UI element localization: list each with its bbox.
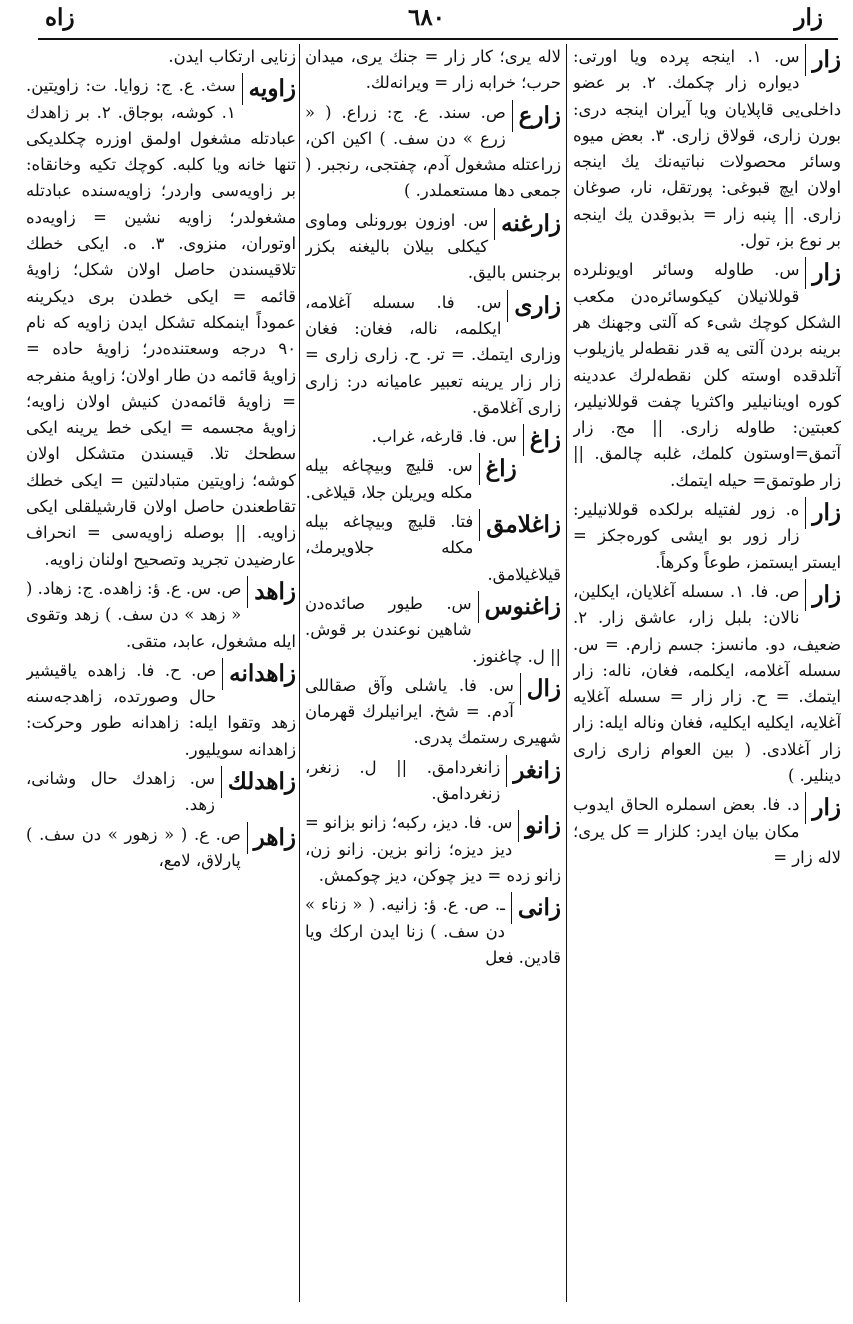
entry-definition: فتا. قلیچ وبیچاغه بیله مكله جلاویرمك، قیلاغیلامق. bbox=[305, 512, 561, 584]
entry-definition: س. طیور صائده‌دن شاهین نوعندن بر قوش. || ل. چاغنوز. bbox=[305, 593, 561, 666]
dictionary-entry bbox=[305, 509, 561, 588]
dictionary-entry bbox=[26, 73, 296, 573]
dictionary-entry bbox=[26, 576, 296, 655]
entry-headword: زاغنوس bbox=[478, 591, 561, 623]
entry-headword: زاهدلك bbox=[221, 766, 296, 798]
dictionary-entry bbox=[305, 424, 561, 454]
dictionary-entry bbox=[305, 44, 561, 97]
dictionary-entry bbox=[305, 591, 561, 670]
entry-headword: زانی bbox=[511, 892, 561, 924]
entry-headword: زار bbox=[805, 579, 841, 611]
dictionary-entry bbox=[305, 810, 561, 889]
entry-definition: س. اوزون بورونلی وماوی كیكلی بیلان بالیغنه بكزر برجنس بالیق. bbox=[305, 210, 561, 283]
entry-headword: زاهدانه bbox=[222, 658, 296, 690]
header-guide-word-right: زار bbox=[794, 4, 823, 31]
entry-definition: س. زاهدك حال وشانی، زهد. bbox=[26, 769, 215, 815]
dictionary-entry bbox=[305, 673, 561, 752]
entry-definition: س. فا. یاشلی وآق صقاللی آدم. = شخ. ایرانیلرك قهرمان شهیری رستمك پدری. bbox=[305, 675, 561, 748]
page-number: ٦٨٠ bbox=[407, 4, 446, 31]
entry-definition: زانغردامق. || ل. زنغر، زنغردامق. bbox=[305, 757, 501, 804]
entry-definition: س. ١. اینجه پرده ویا اورتی: دیواره زار چکمك. ٢. بر عضو داخلی‌یی قاپلایان ویا آیران اینجه دری: بورن زاری، قولاق زاری. ٣. بعض میوه وسائر محصولات نباتیه‌نك یك اینجه اولان ایچ قبوغی: پورتقل، نار، صوغان زاری. || پنبه زار = بذبوقدن یك اینجه بر نوع بز، تول. bbox=[573, 47, 841, 251]
entry-headword: زاهر bbox=[247, 822, 296, 854]
dictionary-entry bbox=[305, 892, 561, 971]
dictionary-entry bbox=[573, 257, 841, 494]
entry-definition: ص. فا. ١. سسله آغلایان، ایكلین، نالان: بلبل زار، عاشق زار. ٢. ضعیف، دو. مانسز: جسم زارم. = س. سسله آغلامه، ایكلمه، فغان، ناله: زار ایتمك. = ح. زار زار = سسله آغلایه آغلایه، ایكلیه ایكلیه، فغان وناله ایله: زار زار آغلادی. ( بین العوام زاری زاری دینلیر. ) bbox=[573, 581, 841, 786]
dictionary-entry bbox=[573, 579, 841, 789]
dictionary-entry bbox=[305, 100, 561, 205]
column-divider bbox=[566, 44, 567, 1302]
column-middle bbox=[305, 44, 561, 1304]
entry-definition: ه. زور لفتیله برلكده قوللانیلیر: زار زور بو ایشی كوره‌جكز = ایستر ایستمز، طوعاً وكرهاً. bbox=[573, 500, 841, 572]
entry-headword: زاری bbox=[507, 290, 561, 322]
entry-definition: س. طاوله وسائر اویونلرده قوللانیلان كیكوسائره‌دن مكعب الشكل كوچك شیء كه آلتی وجهنك هر برینه بردن آلتی یه قدر نقطه‌لر یازیلوب آتلدقده اوسته كلن نقطه‌لرك عددینه كوره اوینانیلیر واكثریا چفت قوللانیلیر، كعبتین: طاوله زاری. || مج. زار آتمق=اوستون كلمك، غلبه چالمق. || زار طوتمق= حیله ایتمك. bbox=[573, 260, 841, 490]
entry-headword: زانغر bbox=[506, 755, 561, 787]
entry-definition: س. قلیچ وبیچاغه بیله مكله ویریلن جلا، قیلاغی. bbox=[305, 456, 473, 502]
column-left bbox=[26, 44, 296, 1304]
dictionary-entry bbox=[305, 290, 561, 421]
entry-headword: زاویه bbox=[242, 73, 296, 105]
dictionary-entry bbox=[305, 453, 561, 506]
header-rule bbox=[38, 38, 838, 40]
entry-definition: زنایی ارتكاب ایدن. bbox=[168, 47, 296, 66]
entry-headword: زاغ bbox=[523, 424, 561, 456]
dictionary-entry bbox=[26, 766, 296, 819]
entry-headword: زال bbox=[520, 673, 561, 705]
entry-definition: سث. ع. ج: زوایا. ت: زاویتین. ١. كوشه، بوجاق. ٢. بر زاهدك عبادتله مشغول اولمق اوزره چكلدیكی تنها خانه ویا كلبه. كوچك تكیه وخانقاه: بر زاویه‌سی واردر؛ زاویه‌سنده عبادتله مشغولدر؛ زاویه نشین = زاویه‌ده اوتوران، منزوی. ٣. ه. ایكی خطك تلاقیسندن حاصل اولان شكل؛ زاویهٔ قائمه = ایكی خطدن بری دیكرینه عموداً اینمكله تشكل ایدن زاویه كه نام ٩٠ درجه وسعتنده‌در؛ زاویهٔ حاده = زاویهٔ قائمه دن طار اولان؛ زاویهٔ منفرجه = زاویهٔ قائمه‌دن كنیش اولان زاویه؛ زاویهٔ مجسمه = ایكی خط یرینه ایكی سطحك تلا. قیسندن متشكل اولان كوشه؛ زاویتین متبادلتین = ایكی خطك تقاطعندن حاصل اولان قارشیلقلی ایكی زاویه. || بوصله زاویه‌سی = انحراف عارضیدن تجرید وتصحیح اولنان زاویه. bbox=[26, 76, 296, 569]
entry-headword: زاغلامق bbox=[479, 509, 561, 541]
header-guide-word-left: زاه bbox=[45, 4, 75, 31]
entry-headword: زارغنه bbox=[494, 208, 561, 240]
column-right bbox=[573, 44, 841, 1304]
entry-definition: س. فا. قارغه، غراب. bbox=[371, 427, 517, 447]
column-divider bbox=[299, 44, 300, 1302]
entry-definition: ـ. ص. ع. ؤ: زانیه. ( « زناء » دن سف. ) زنا ایدن اركك ویا قادین. فعل bbox=[305, 895, 561, 967]
entry-definition: ص. ع. ( « زهور » دن سف. ) پارلاق، لامع، bbox=[26, 824, 241, 870]
entry-headword: زار bbox=[805, 792, 841, 824]
dictionary-entry bbox=[305, 208, 561, 287]
entry-definition: د. فا. بعض اسملره الحاق ایدوب مكان بیان ایدر: كلزار = كل یری؛ لاله زار = bbox=[573, 795, 841, 867]
entry-definition: س. فا. دیز، ركبه؛ زانو بزانو = دیز دیزه؛ زانو بزین. زانو زن، زانو زده = دیز چوكن، دیز چوكمش. bbox=[305, 813, 561, 885]
entry-headword: زانو bbox=[518, 810, 561, 842]
dictionary-entry bbox=[26, 658, 296, 763]
dictionary-entry bbox=[573, 44, 841, 254]
entry-headword: زاهد bbox=[247, 576, 296, 608]
entry-definition: س. فا. سسله آغلامه، ایكلمه، ناله، فغان: فغان وزاری ایتمك. = تر. ح. زاری زاری = زار زار یرینه تعبیر عامیانه در: زاری زاری آغلامق. bbox=[305, 292, 561, 417]
dictionary-entry bbox=[26, 44, 296, 70]
dictionary-entry bbox=[26, 822, 296, 875]
entry-definition: ص. سند. ع. ج: زراع. ( « زرع » دن سف. ) اكین اكن، زراعتله مشغول آدم، چفتجی، رنجبر. ( جمعی دها مستعملدر. ) bbox=[305, 102, 561, 201]
dictionary-entry bbox=[573, 497, 841, 576]
entry-headword: زارع bbox=[512, 100, 561, 132]
entry-headword: زاغ bbox=[479, 453, 517, 485]
entry-headword: زار bbox=[805, 44, 841, 76]
entry-headword: زار bbox=[805, 497, 841, 529]
entry-headword: زار bbox=[805, 257, 841, 289]
entry-definition: ص. ح. فا. زاهده یاقیشیر حال وصورتده، زاهدجه‌سنه زهد وتقوا ایله: زاهدانه طور وحركت: زاهدانه سویلیور. bbox=[26, 660, 296, 759]
dictionary-entry bbox=[305, 755, 561, 808]
dictionary-entry bbox=[573, 792, 841, 871]
entry-definition: لاله یری؛ كار زار = جنك یری، میدان حرب؛ خرابه زار = ویرانه‌لك. bbox=[305, 47, 561, 93]
entry-definition: ص. س. ع. ؤ: زاهده. ج: زهاد. ( « زهد » دن سف. ) زهد وتقوی ایله مشغول، عابد، متقی. bbox=[26, 578, 296, 651]
page-header bbox=[0, 0, 853, 38]
